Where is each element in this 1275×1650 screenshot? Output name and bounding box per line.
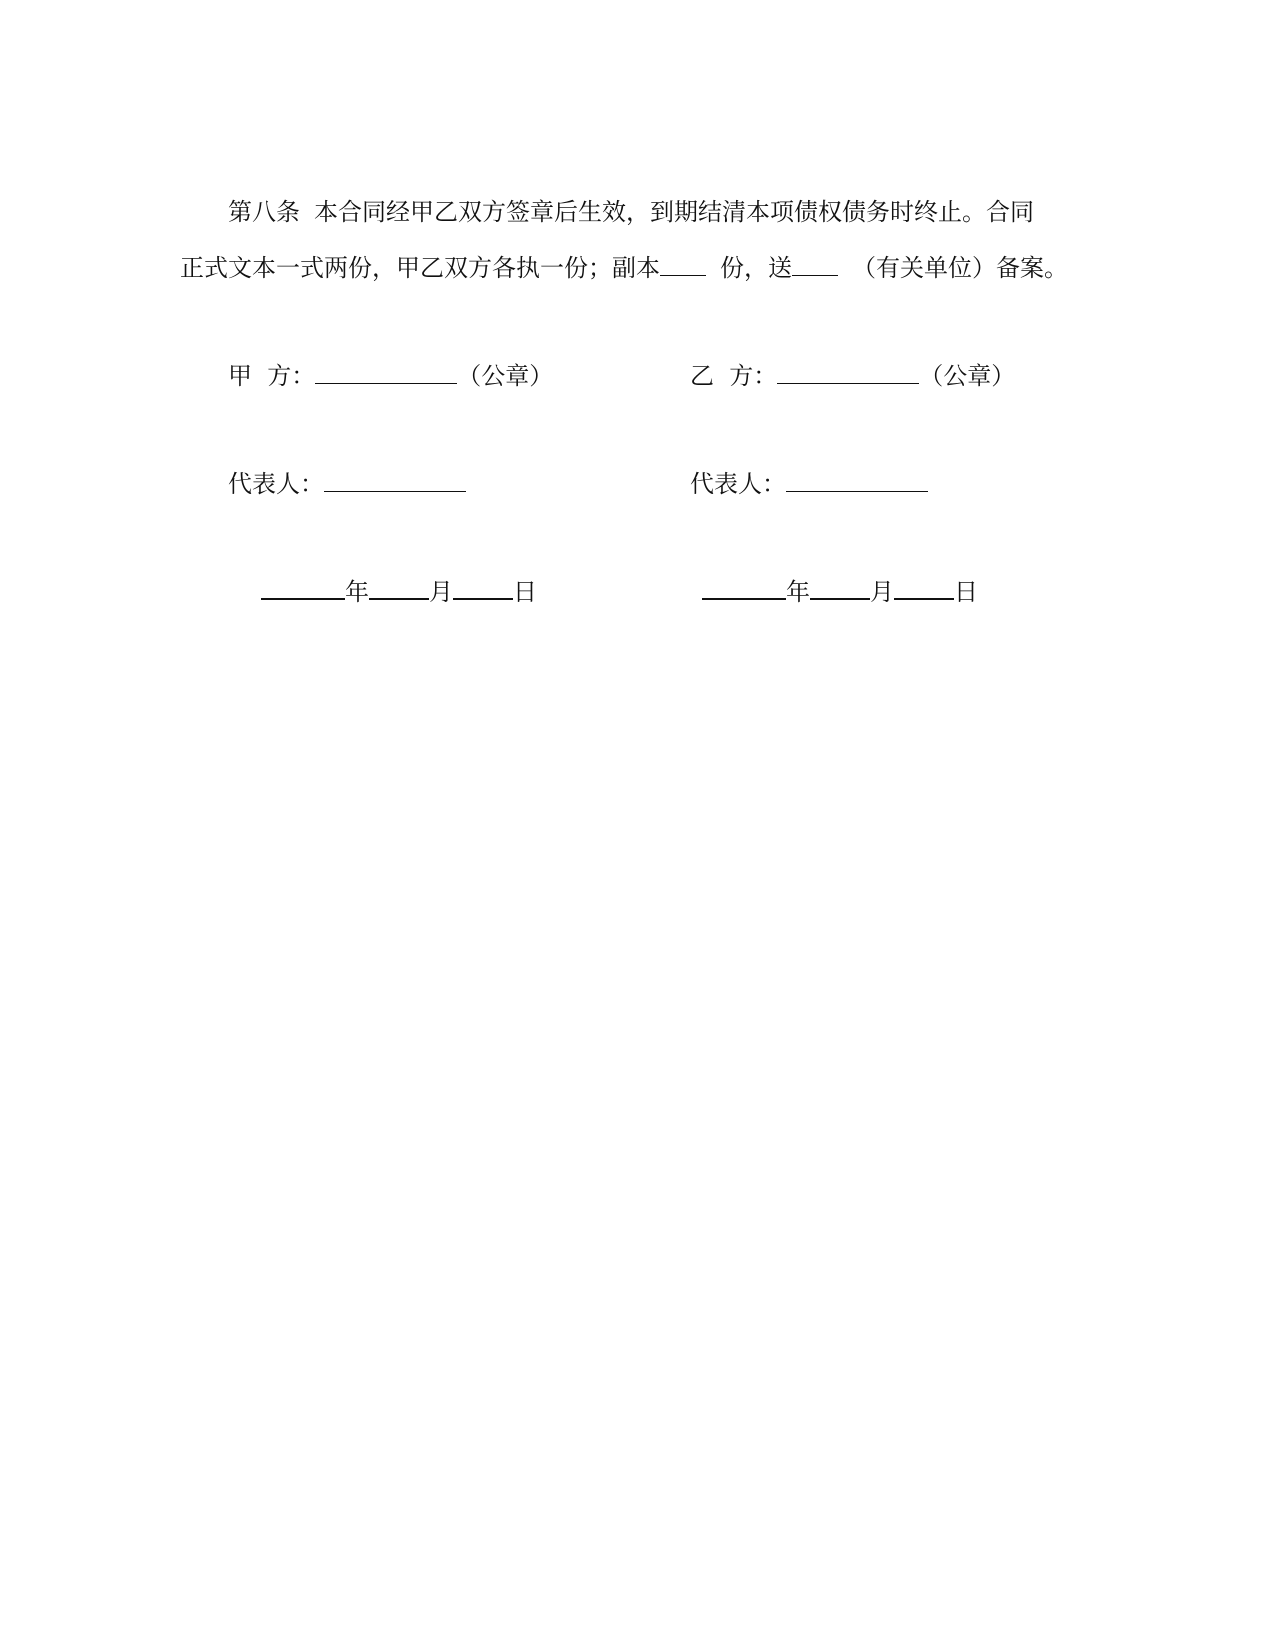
article-text-line2-part1: 正式文本一式两份，甲乙双方各执一份；副本 <box>180 254 660 282</box>
party-b-name-blank[interactable] <box>777 361 919 384</box>
party-b-month-blank[interactable] <box>810 576 870 600</box>
party-a-year-label: 年 <box>345 578 369 606</box>
party-b-day-label: 日 <box>954 578 978 606</box>
article-text-line1: 本合同经甲乙双方签章后生效，到期结清本项债权债务时终止。合同 <box>314 198 1034 226</box>
party-b-year-blank[interactable] <box>702 576 786 600</box>
filing-unit-blank[interactable] <box>792 253 838 276</box>
party-a-date-row <box>261 576 537 608</box>
party-a-row <box>228 360 553 392</box>
party-b-seal: （公章） <box>919 362 1016 390</box>
party-a-rep-label: 代表人： <box>228 470 324 498</box>
party-b-rep-row <box>690 468 928 500</box>
party-b-rep-blank[interactable] <box>786 469 928 492</box>
party-b-day-blank[interactable] <box>894 576 954 600</box>
party-a-year-blank[interactable] <box>261 576 345 600</box>
copies-blank[interactable] <box>660 253 706 276</box>
party-b-row <box>690 360 1015 392</box>
article-text-line2-part2: 份，送 <box>720 254 792 282</box>
article-number: 第八条 <box>228 198 300 226</box>
article-line-1 <box>228 196 1034 228</box>
party-a-day-label: 日 <box>513 578 537 606</box>
party-a-rep-row <box>228 468 466 500</box>
party-a-rep-blank[interactable] <box>324 469 466 492</box>
article-text-line2-part3: （有关单位）备案。 <box>852 254 1068 282</box>
party-a-day-blank[interactable] <box>453 576 513 600</box>
party-b-year-label: 年 <box>786 578 810 606</box>
party-b-rep-label: 代表人： <box>690 470 786 498</box>
party-a-name-blank[interactable] <box>315 361 457 384</box>
article-line-2 <box>180 252 1068 284</box>
party-a-label: 甲 方： <box>228 362 316 390</box>
party-b-month-label: 月 <box>870 578 894 606</box>
party-a-seal: （公章） <box>457 362 554 390</box>
party-b-date-row <box>702 576 978 608</box>
party-a-month-label: 月 <box>429 578 453 606</box>
party-a-month-blank[interactable] <box>369 576 429 600</box>
party-b-label: 乙 方： <box>690 362 778 390</box>
